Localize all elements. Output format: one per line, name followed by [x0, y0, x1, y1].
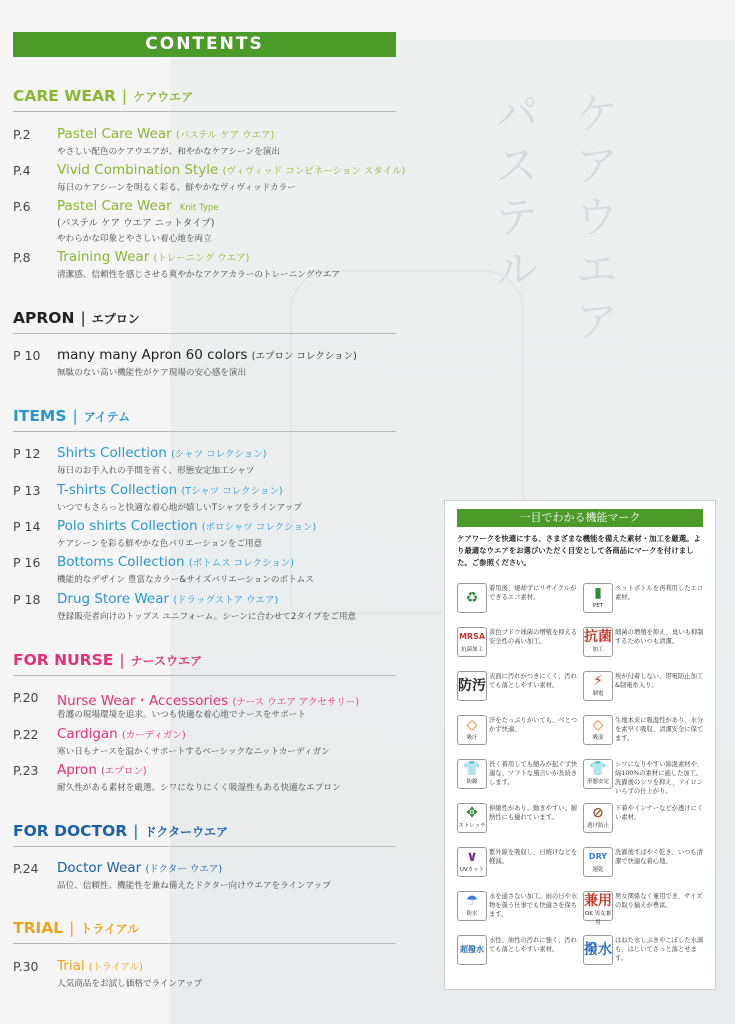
entry-subtitle: (ポロシャツ コレクション) [201, 522, 317, 533]
page-number: P.2 [13, 127, 31, 142]
entry-title: Bottoms Collection [57, 554, 185, 570]
contents-title: CONTENTS [13, 32, 396, 57]
mark-description: 下着やインナーなどが透けにくい素材。 [615, 805, 704, 821]
see-through-guard-icon [583, 803, 613, 833]
entry-title: Drug Store Wear [57, 591, 170, 607]
entry-description: 寒い日もナースを温かくサポートするベーシックなニットカーディガン [57, 747, 330, 757]
waterproof-icon [457, 891, 487, 921]
entry-description: 登録販売者向けのトップス ユニフォーム。シーンに合わせて2タイプをご用意 [57, 612, 357, 622]
mark-description: 汗をたっぷりかいても、べとつかず快適。 [489, 717, 578, 733]
mark-label: ストレッチ [458, 823, 486, 829]
page-number: P.22 [13, 727, 39, 742]
section-label: APRON [13, 309, 75, 327]
section-label: CARE WEAR [13, 87, 116, 105]
mark-description: シワになりやすい綿混素材や、綿100%の素材に施した加工。洗濯後のシワを抑え、アイロンいらずの仕上がり。 [615, 761, 704, 795]
entry-description: 品位、信頼性、機能性を兼ね備えたドクター向けウエアをラインアップ [57, 881, 331, 891]
divider [13, 943, 396, 944]
function-mark [457, 671, 579, 707]
function-mark [457, 759, 579, 795]
mark-glyph: ∨ [466, 849, 478, 865]
entry-title: Trial [57, 958, 85, 974]
super-repellent-icon [457, 935, 487, 965]
function-mark [583, 671, 705, 707]
stain-guard-icon [457, 671, 487, 701]
entry-description: 無駄のない高い機能性がケア現場の安心感を演出 [57, 368, 247, 378]
function-mark [583, 847, 705, 883]
entry-subtitle: (シャツ コレクション) [171, 449, 267, 460]
mark-label: OK 男女兼用 [584, 911, 612, 926]
section-trial [13, 919, 139, 937]
mark-label: PET [592, 603, 604, 609]
entry-description: 清潔感、信頼性を感じさせる爽やかなアクアカラーのトレーニングウエア [57, 270, 341, 280]
section-for-nurse [13, 651, 202, 669]
entry-title: Training Wear [57, 249, 150, 265]
antistatic-icon [583, 671, 613, 701]
entry-description: 毎日のお手入れの手間を省く、形態安定加工シャツ [57, 466, 255, 476]
mark-description: はねた水しぶきやこぼした水滴も、はじいてさっと落とせます。 [615, 937, 704, 962]
entry-description: 耐久性がある素材を厳選。シワになりにくく吸湿性もある快適なエプロン [57, 783, 341, 793]
entry-subtitle: (エプロン コレクション) [251, 351, 357, 362]
entry-title: T-shirts Collection [57, 482, 178, 498]
section-label: FOR NURSE [13, 651, 114, 669]
mark-glyph: ◇ [592, 717, 604, 733]
mark-label: 抗菌加工 [460, 647, 483, 653]
mark-description: 黄色ブドウ球菌の増殖を抑える安全性の高い加工。 [489, 629, 578, 645]
divider [13, 333, 396, 334]
entry-description: 看護の現場環境を追求。いつも快適な着心地でナースをサポート [57, 710, 306, 720]
entry-subtitle: (Tシャツ コレクション) [181, 486, 283, 497]
divider [13, 431, 396, 432]
mark-description: 伸縮性があり、動きやすい。耐熱性にも優れています。 [489, 805, 578, 821]
mark-description: 水を通さない加工。雨の日や水物を扱う仕事でも快適さを保ちます。 [489, 893, 578, 918]
entry-subtitle: (ドラッグストア ウエア) [173, 595, 279, 606]
mark-label: 透け防止 [586, 823, 609, 829]
entry-subtitle: (ボトムス コレクション) [188, 558, 294, 569]
section-label: FOR DOCTOR [13, 822, 128, 840]
function-mark [457, 715, 579, 751]
function-mark [457, 847, 579, 883]
background-graphic: ケアウエア [567, 90, 618, 350]
mark-glyph: 👕 [589, 761, 607, 777]
entry-title: many many Apron 60 colors [57, 347, 248, 363]
entry-title: Apron [57, 762, 97, 778]
function-mark [457, 583, 579, 619]
entry-title: Cardigan [57, 726, 118, 742]
mark-description: 埃が付着しない、帯電防止加工&制電糸入り。 [615, 673, 704, 689]
divider [13, 675, 396, 676]
mark-glyph: ⚡ [593, 673, 603, 689]
mark-description: 表面に汚れがつきにくく、汚れても落としやすい素材。 [489, 673, 578, 689]
entry-description: 毎日のケアシーンを明るく彩る、鮮やかなヴィヴィッドカラー [57, 183, 296, 193]
page-number: P.6 [13, 199, 31, 214]
section-label-jp: ドクターウエア [144, 825, 228, 839]
page-number: P.30 [13, 959, 39, 974]
mark-description: 紫外線を吸収し、日焼けなどを軽減。 [489, 849, 578, 865]
sweat-absorb-icon [457, 715, 487, 745]
section-separator: | [119, 651, 125, 669]
mark-description: 生地本来に吸湿性があり、水分を素早く吸収、清潔安全に保てます。 [615, 717, 704, 742]
function-mark-panel [444, 500, 716, 990]
section-label-jp: トライアル [80, 922, 140, 936]
mrsa-icon [457, 627, 487, 657]
entry-description: やさしい配色のケアウエアが、和やかなケアシーンを演出 [57, 147, 280, 157]
entry-description: やわらかな印象とやさしい着心地を両立 [57, 234, 212, 244]
mark-glyph: ◇ [466, 717, 478, 733]
entry-subtitle: (トライアル) [88, 962, 143, 973]
mark-glyph: 撥水 [584, 942, 612, 958]
mark-glyph: 兼用 [584, 893, 612, 909]
mark-label: UVカット [459, 867, 485, 873]
page-number: P 12 [13, 446, 41, 461]
shape-stable-icon [583, 759, 613, 789]
mark-glyph: 👕 [463, 761, 481, 777]
wrinkle-guard-icon [457, 759, 487, 789]
mark-label: 形態安定 [586, 779, 609, 785]
section-label: TRIAL [13, 919, 64, 937]
pet-bottle-icon [583, 583, 613, 613]
section-label-jp: エプロン [91, 312, 140, 326]
mark-description: 着用後、焼却ずにリサイクルができるエコ素材。 [489, 585, 577, 601]
mark-glyph: MRSA [458, 632, 486, 641]
panel-title: 一目でわかる機能マーク [457, 509, 703, 527]
page-number: P 10 [13, 348, 41, 363]
stretch-icon [457, 803, 487, 833]
mark-glyph: ▮ [594, 585, 602, 601]
section-label: ITEMS [13, 407, 67, 425]
mark-description: 男女関係なく兼用でき、サイズの取り揃えが豊富。 [615, 893, 703, 909]
entry-title: Pastel Care Wear [57, 198, 172, 214]
section-label-jp: ナースウエア [130, 654, 202, 668]
function-mark [583, 583, 705, 619]
unisex-icon [583, 891, 613, 926]
water-absorb-icon [583, 715, 613, 745]
mark-label: 加工 [592, 647, 604, 653]
mark-label: 吸湿 [592, 735, 604, 741]
mark-label: 防縮 [466, 779, 478, 785]
page-number: P 13 [13, 483, 41, 498]
function-mark [583, 935, 705, 971]
divider [13, 846, 396, 847]
divider [13, 111, 396, 112]
function-mark [583, 759, 705, 795]
antibacterial-icon [583, 627, 613, 657]
entry-subtitle: (トレーニング ウエア) [153, 253, 250, 264]
recycle-icon [457, 583, 487, 613]
uv-cut-icon [457, 847, 487, 877]
function-mark [583, 715, 705, 751]
entry-title: Polo shirts Collection [57, 518, 198, 534]
water-repellent-icon [583, 935, 613, 965]
entry-subtitle: (カーディガン) [122, 730, 186, 741]
quick-dry-icon [583, 847, 613, 877]
entry-subtitle: (パステル ケア ウエア) [176, 130, 275, 141]
mark-glyph: ☂ [465, 893, 479, 909]
entry-subtitle: (ドクター ウエア) [145, 864, 223, 875]
mark-glyph: ♻ [465, 590, 479, 606]
mark-glyph: ✥ [466, 805, 478, 821]
entry-description: 人気商品をお試し価格でラインアップ [57, 979, 203, 989]
mark-label: 制電 [592, 691, 604, 697]
mark-label: 速乾 [592, 867, 604, 873]
function-mark [457, 803, 579, 839]
mark-glyph: ⊘ [592, 805, 604, 821]
mark-description: 長く着用しても縮みが起ぐず快適な、ソフトな風合いが長続きします。 [489, 761, 578, 786]
mark-glyph: 超撥水 [460, 945, 484, 954]
mark-label: 吸汗 [466, 735, 478, 741]
entry-title: Vivid Combination Style [57, 162, 219, 178]
entry-title: Nurse Wear・Accessories [57, 693, 229, 709]
function-mark [457, 627, 579, 663]
function-mark [457, 891, 579, 927]
section-care-wear [13, 87, 193, 105]
panel-intro: ケアワークを快適にする、さまざまな機能を備えた素材・加工を厳選。より最適なウエアをお選びいただく目安として各商品にマークを付けました。ご参照ください。 [457, 534, 701, 567]
mark-glyph: DRY [588, 852, 608, 861]
section-label-jp: アイテム [83, 410, 131, 424]
page-number: P 16 [13, 555, 41, 570]
page-number: P.24 [13, 861, 39, 876]
section-separator: | [80, 309, 86, 327]
mark-description: 洗濯後すばやく乾き、いつも清潔で快適な着心地。 [615, 849, 703, 865]
entry-type: Knit Type [179, 203, 219, 213]
page-number: P 18 [13, 592, 41, 607]
entry-title: Shirts Collection [57, 445, 167, 461]
entry-subtitle: (エプロン) [101, 766, 147, 777]
section-separator: | [133, 822, 139, 840]
page-number: P.20 [13, 690, 39, 705]
entry-subtitle: (ナース ウエア アクセサリー) [232, 697, 360, 708]
page-number: P.23 [13, 763, 39, 778]
function-mark [583, 891, 705, 927]
page-number: P.8 [13, 250, 31, 265]
section-for-doctor [13, 822, 228, 840]
section-separator: | [69, 919, 75, 937]
section-label-jp: ケアウエア [133, 90, 194, 104]
mark-description: ペットボトルを再利用したエコ素材。 [615, 585, 704, 601]
section-items [13, 407, 130, 425]
function-mark [583, 627, 705, 663]
entry-title: Doctor Wear [57, 860, 142, 876]
entry-description: いつでもさらっと快適な着心地が嬉しいTシャツをラインアップ [57, 503, 302, 513]
page-number: P.4 [13, 163, 31, 178]
background-graphic: パステル [487, 90, 538, 298]
entry-description: 機能的なデザイン 豊富なカラー&サイズバリエーションのボトムス [57, 575, 314, 585]
mark-description: 細菌の増殖を抑え、臭いも抑制するためいつも清潔。 [615, 629, 704, 645]
mark-description: 水性、油性の汚れに強く、汚れても落としやすい素材。 [489, 937, 578, 953]
entry-subtitle: (パステル ケア ウエア ニットタイプ) [57, 218, 215, 229]
mark-glyph: 防汚 [458, 678, 486, 694]
entry-subtitle: (ヴィヴィッド コンビネーション スタイル) [222, 166, 406, 177]
mark-label: 防水 [466, 911, 478, 917]
function-mark [457, 935, 579, 971]
section-apron [13, 309, 140, 327]
mark-glyph: 抗菌 [584, 629, 612, 645]
section-separator: | [121, 87, 128, 105]
entry-title: Pastel Care Wear [57, 126, 172, 142]
function-mark [583, 803, 705, 839]
section-separator: | [72, 407, 78, 425]
page-number: P 14 [13, 519, 41, 534]
entry-description: ケアシーンを彩る鮮やかな色バリエーションをご用意 [57, 539, 263, 549]
